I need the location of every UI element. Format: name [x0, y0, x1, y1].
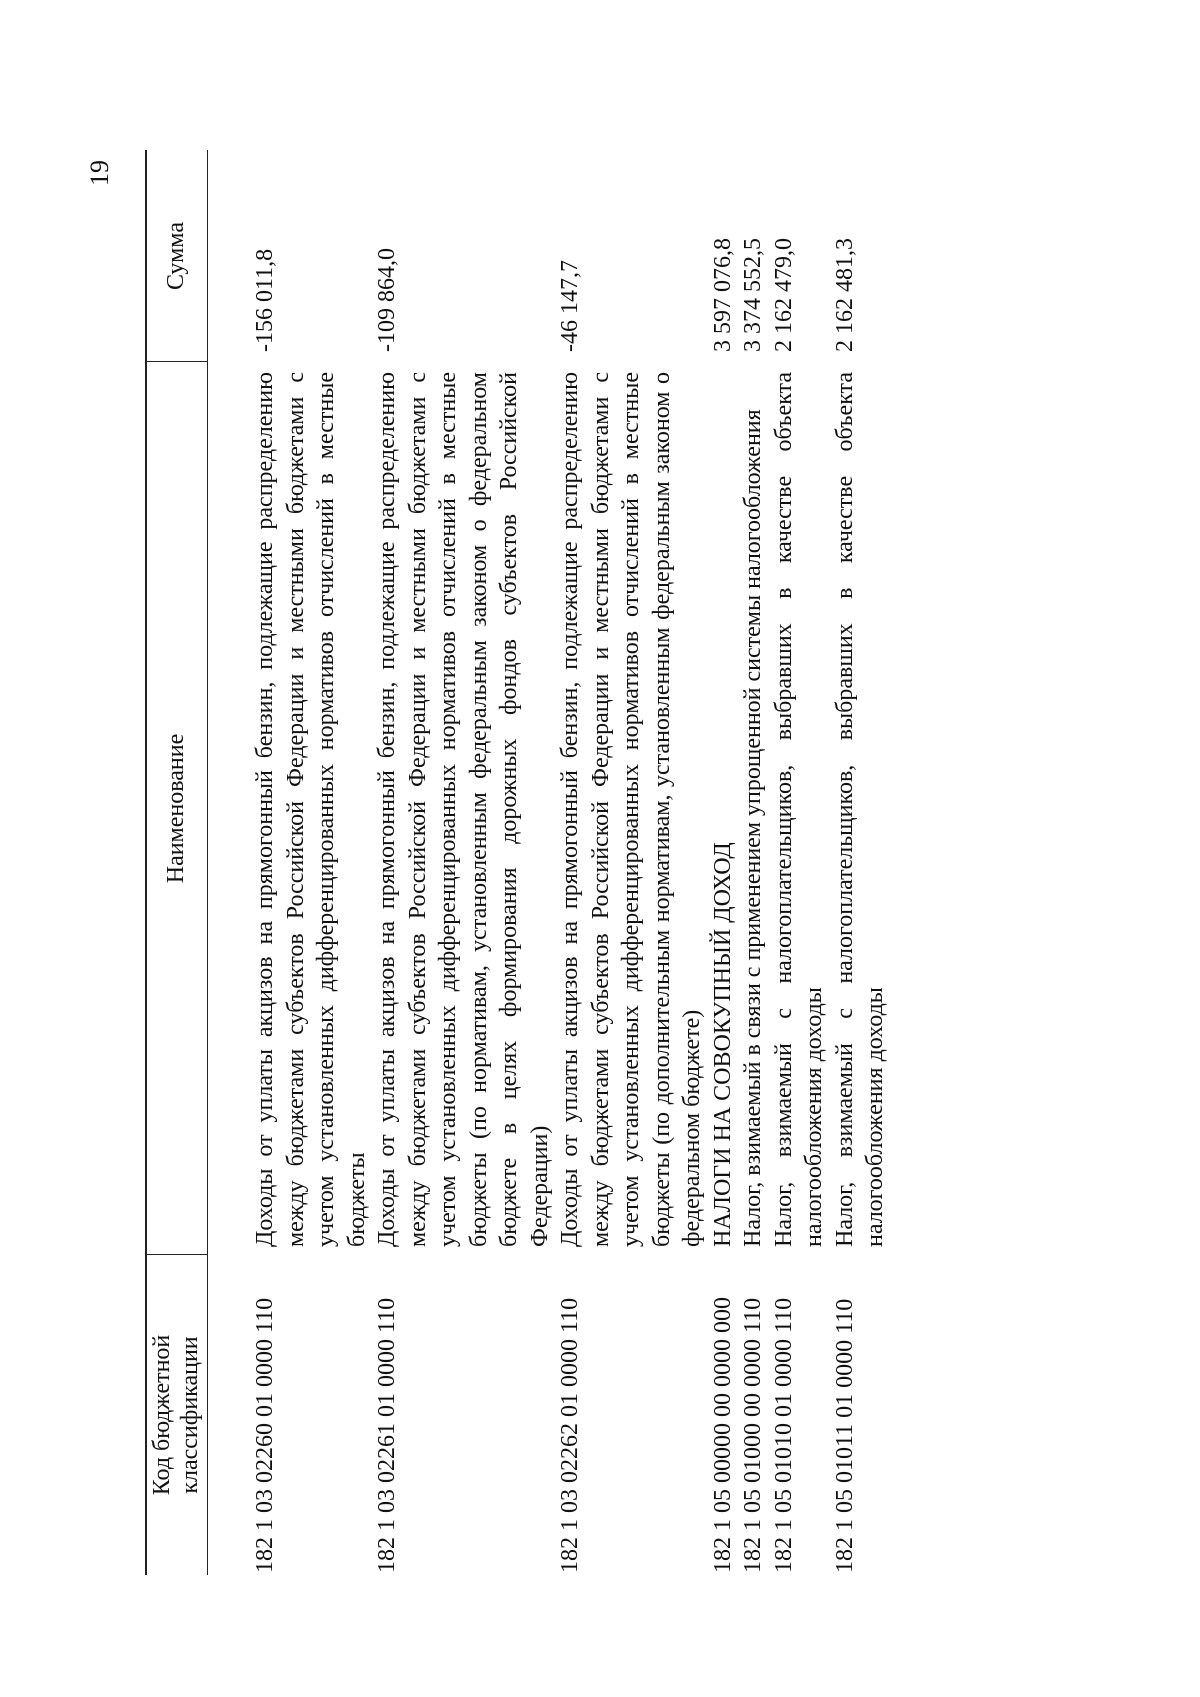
row-amount: 3 597 076,8: [709, 238, 736, 352]
row-amount: 2 162 481,3: [831, 238, 858, 352]
table-row: [555, 150, 708, 1575]
table-row: [372, 150, 555, 1575]
table-row: [830, 150, 891, 1575]
table-row: [250, 150, 372, 1575]
row-code: 182 1 05 00000 00 0000 000: [709, 1297, 736, 1573]
page-number: 19: [85, 160, 114, 186]
row-amount: -156 011,8: [252, 248, 278, 352]
table-row: [738, 150, 769, 1575]
row-name: НАЛОГИ НА СОВОКУПНЫЙ ДОХОД: [709, 842, 736, 1247]
row-amount: -46 147,7: [557, 260, 583, 352]
row-amount: 3 374 552,5: [740, 238, 766, 352]
row-name: Налог, взимаемый в связи с применением упрощенной системы налогообложения: [740, 409, 766, 1247]
table-row: [708, 150, 739, 1575]
row-name: Доходы от уплаты акцизов на прямогонный бензин, подлежащие распределению между бюджетами субъектов Российской Федерации и местными бюджетами с учетом установленных дифференцированных нормативов отчислений в местные бюджеты (по нормативам, установленным федеральным законом о федеральном бюджете в целях формирования дорожных фондов субъектов Российской Федерации): [374, 372, 553, 1247]
row-code: 182 1 03 02260 01 0000 110: [252, 1297, 278, 1573]
row-code: 182 1 03 02261 01 0000 110: [374, 1297, 400, 1573]
row-amount: -109 864,0: [374, 248, 400, 352]
row-code: 182 1 05 01011 01 0000 110: [831, 1298, 858, 1573]
table-body: [250, 150, 891, 1575]
header-name: Наименование: [163, 733, 189, 884]
row-code: 182 1 03 02262 01 0000 110: [557, 1297, 583, 1573]
row-name: Доходы от уплаты акцизов на прямогонный бензин, подлежащие распределению между бюджетами субъектов Российской Федерации и местными бюджетами с учетом установленных дифференцированных нормативов отчислений в местные бюджеты (по дополнительным нормативам, установленным федеральным законом о федеральном бюджете): [557, 372, 705, 1247]
table-row: [769, 150, 830, 1575]
table-header-bottom-rule: [207, 150, 208, 1575]
header-code: Код бюджетной классификации: [149, 1334, 203, 1496]
header-amount: Сумма: [163, 222, 189, 290]
row-name: Налог, взимаемый с налогоплательщиков, выбравших в качестве объекта налогообложения доходы: [770, 372, 827, 1247]
row-amount: 2 162 479,0: [770, 238, 797, 352]
row-code: 182 1 05 01000 00 0000 110: [740, 1297, 766, 1573]
row-name: Доходы от уплаты акцизов на прямогонный бензин, подлежащие распределению между бюджетами субъектов Российской Федерации и местными бюджетами с учетом установленных дифференцированных нормативов отчислений в местные бюджеты: [252, 372, 370, 1247]
row-name: Налог, взимаемый с налогоплательщиков, выбравших в качестве объекта налогообложения доходы: [831, 372, 888, 1247]
rotated-page-content: [85, 150, 975, 1575]
row-code: 182 1 05 01010 01 0000 110: [770, 1297, 797, 1573]
